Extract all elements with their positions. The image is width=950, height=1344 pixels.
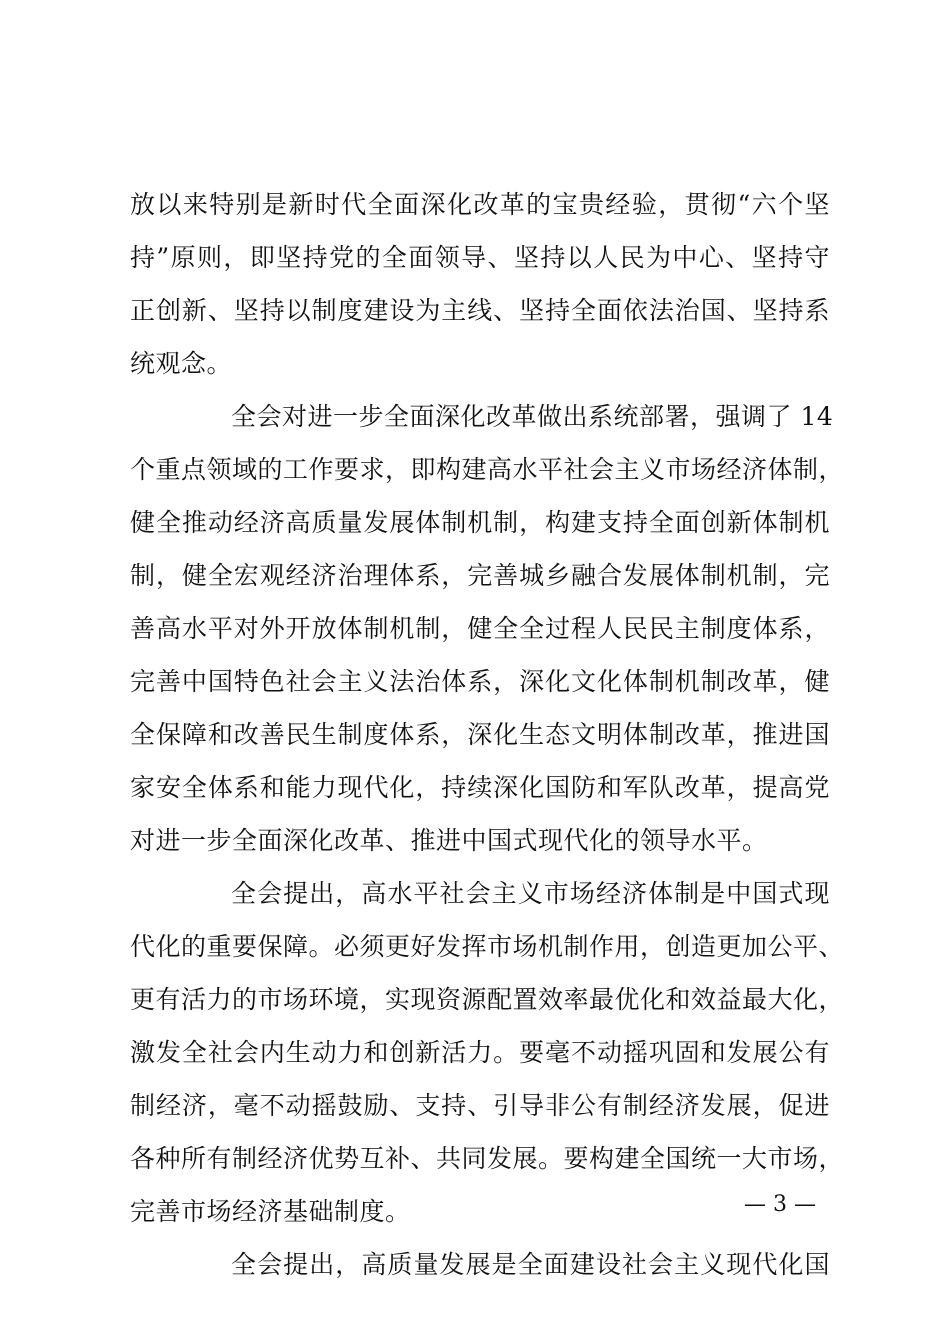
page-number: — 3 — <box>744 1192 816 1217</box>
paragraph-2-line-4: 制，健全宏观经济治理体系，完善城乡融合发展体制机制，完 <box>130 561 830 590</box>
paragraph-1-line-3: 正创新、坚持以制度建设为主线、坚持全面依法治国、坚持系 <box>130 296 830 325</box>
paragraph-1-line-2: 持”原则，即坚持党的全面领导、坚持以人民为中心、坚持守 <box>130 243 830 272</box>
paragraph-4-line-1: 全会提出，高质量发展是全面建设社会主义现代化国 <box>231 1250 830 1279</box>
paragraph-2-line-1: 全会对进一步全面深化改革做出系统部署，强调了 14 <box>231 402 834 431</box>
paragraph-2-line-8: 家安全体系和能力现代化，持续深化国防和军队改革，提高党 <box>130 773 830 802</box>
paragraph-1-line-1: 放以来特别是新时代全面深化改革的宝贵经验，贯彻“六个坚 <box>130 190 830 219</box>
paragraph-3-line-3: 更有活力的市场环境，实现资源配置效率最优化和效益最大化， <box>130 985 845 1014</box>
paragraph-2-line-7: 全保障和改善民生制度体系，深化生态文明体制改革，推进国 <box>130 720 830 749</box>
paragraph-2-line-3: 健全推动经济高质量发展体制机制，构建支持全面创新体制机 <box>130 508 830 537</box>
paragraph-3-line-7: 完善市场经济基础制度。 <box>130 1197 411 1226</box>
paragraph-1-line-4: 统观念。 <box>130 349 233 378</box>
paragraph-3-line-4: 激发全社会内生动力和创新活力。要毫不动摇巩固和发展公有 <box>130 1038 830 1067</box>
paragraph-3-line-5: 制经济，毫不动摇鼓励、支持、引导非公有制经济发展，促进 <box>130 1091 830 1120</box>
paragraph-2-line-6: 完善中国特色社会主义法治体系，深化文化体制机制改革，健 <box>130 667 830 696</box>
body-text <box>130 178 845 1291</box>
paragraph-2-line-5: 善高水平对外开放体制机制，健全全过程人民民主制度体系， <box>130 614 830 643</box>
paragraph-2-line-2: 个重点领域的工作要求，即构建高水平社会主义市场经济体制， <box>130 455 845 484</box>
paragraph-3-line-1: 全会提出，高水平社会主义市场经济体制是中国式现 <box>231 879 830 908</box>
paragraph-3-line-6: 各种所有制经济优势互补、共同发展。要构建全国统一大市场， <box>130 1144 845 1173</box>
paragraph-3-line-2: 代化的重要保障。必须更好发挥市场机制作用，创造更加公平、 <box>130 932 845 961</box>
paragraph-2-line-9: 对进一步全面深化改革、推进中国式现代化的领导水平。 <box>130 826 768 855</box>
